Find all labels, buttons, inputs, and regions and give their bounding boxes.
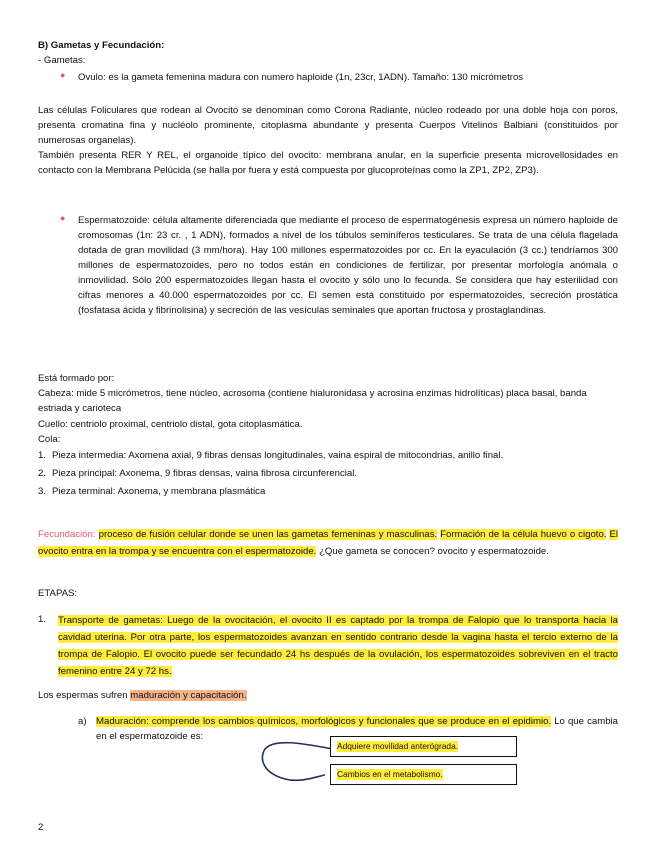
espermas-text: Los espermas sufren <box>38 690 128 701</box>
cola-text: Cola: <box>38 434 61 445</box>
rer-paragraph: También presenta RER Y REL, el organoide típico del ovocito: membrana anular, en la superficie presenta microvellosidades en contacto con la Membrana Pelúcida (se halla por fuera y está compuesta por glucoproteínas como la ZP1, ZP2, ZP3). <box>38 150 618 176</box>
fecundacion-paragraph <box>38 526 618 560</box>
box-movilidad-text: Adquiere movilidad anterógrada. <box>337 741 459 751</box>
box-movilidad <box>330 736 517 757</box>
box-metabolismo <box>330 764 517 785</box>
cuello-text: Cuello: centriolo proximal, centriolo distal, gota citoplasmática. <box>38 419 303 430</box>
box-metabolismo-text: Cambios en el metabolismo. <box>337 769 443 779</box>
formado-por: Está formado por: <box>38 373 115 384</box>
pieza-item: Pieza intermedia: Axomena axial, 9 fibras densas longitudinales, vaina espiral de mitocondrias, anillo final. <box>52 450 504 461</box>
page-number: 2 <box>38 822 44 833</box>
espermatozoide-paragraph: Espermatozoide: célula altamente diferenciada que mediante el proceso de espermatogénesis expresa un número haploide de cromosomas (1n: 23 cr. , 1 ADN), formados a nivel de los túbulos seminíferos testiculares. Se trata de una célula flagelada dotada de gran movilidad (3 mm/hora). Hay 100 millones espermatozoides por cc. En la eyaculación (3 cc.) tendríamos 300 millones de espermatozoides, pero no todos están en condiciones de fertilizar, por presentar morfología anómala o inmovilidad. Sólo 200 espermatozoides llegan hasta el ovocito y sólo uno lo fecunda. Se considera que hay esterilidad con cifras menores a 40.000 espermatozoides por cc. El semen está constituido por espermatozoides, secreción prostática (fosfatasa ácida y fibrinolisina) y secreción de las vesículas seminales que aportan fructosa y prostaglandinas. <box>78 215 618 316</box>
fecundacion-highlight: proceso de fusión celular donde se unen las gametas femeninas y masculinas. <box>98 529 438 540</box>
fecundacion-highlight: El ovocito entra en la trompa y se encuentra con el espermatozoide. <box>38 529 618 557</box>
maduracion-letter: a) <box>78 716 87 727</box>
fecundacion-label: Fecundación: <box>38 529 96 540</box>
etapa-transporte-text: Transporte de gametas: Luego de la ovocitación, el ovocito II es captado por la trompa de Falopio que lo transporta hacia la cavidad uterina. Por otra parte, los espermatozoides avanzan en sentido contrario desde la vagina hasta el tercio externo de la trompa de Falopio. El ovocito puede ser fecundado 24 hs después de la ovulación, los espermatozoides sobreviven en el tracto femenino entre 24 y 72 hs. <box>58 615 618 677</box>
pieza-item: Pieza terminal: Axonema, y membrana plasmática <box>52 486 266 497</box>
fecundacion-question: ¿Que gameta se conocen? ovocito y espermatozoide. <box>319 546 549 557</box>
etapa-transporte <box>58 612 618 680</box>
maduracion-highlight: Maduración: comprende los cambios químicos, morfológicos y funcionales que se produce en el epidimio. <box>96 716 552 727</box>
cabeza-text: Cabeza: mide 5 micrómetros, tiene núcleo, acrosoma (contiene hialuronidasa y acrosina enzimas hidrolíticas) placa basal, banda estriada y carioteca <box>38 388 587 414</box>
gametas-label: - Gametas: <box>38 55 86 66</box>
espermas-sentence <box>38 688 618 703</box>
curved-arrow-icon <box>255 735 335 795</box>
bullet-icon: ● <box>60 213 66 223</box>
bullet-icon: ● <box>60 70 66 80</box>
ovulo-text: Ovulo: es la gameta femenina madura con numero haploide (1n, 23cr, 1ADN). Tamaño: 130 micrómetros <box>78 72 524 83</box>
pieza-number: 1. <box>38 450 47 461</box>
etapa-number: 1. <box>38 614 47 625</box>
pieza-item: Pieza principal: Axonema, 9 fibras densas, vaina fibrosa circunferencial. <box>52 468 358 479</box>
pieza-number: 2. <box>38 468 47 479</box>
pieza-number: 3. <box>38 486 47 497</box>
espermas-highlight: maduración y capacitación. <box>130 690 247 701</box>
section-title: B) Gametas y Fecundación: <box>38 40 165 51</box>
fecundacion-highlight: Formación de la célula huevo o cigoto. <box>440 529 607 540</box>
etapas-label: ETAPAS: <box>38 588 78 599</box>
maduracion-rest: Lo que cambia en el espermatozoide es: <box>96 716 618 742</box>
foliculares-paragraph: Las células Foliculares que rodean al Ovocito se denominan como Corona Radiante, núcleo rodeado por una doble hoja con poros, presenta cromatina fina y nucléolo prominente, citoplasma abundante y presenta Cuerpos Vitelinos Balbiani (constituidos por numerosas organelas). <box>38 105 618 146</box>
